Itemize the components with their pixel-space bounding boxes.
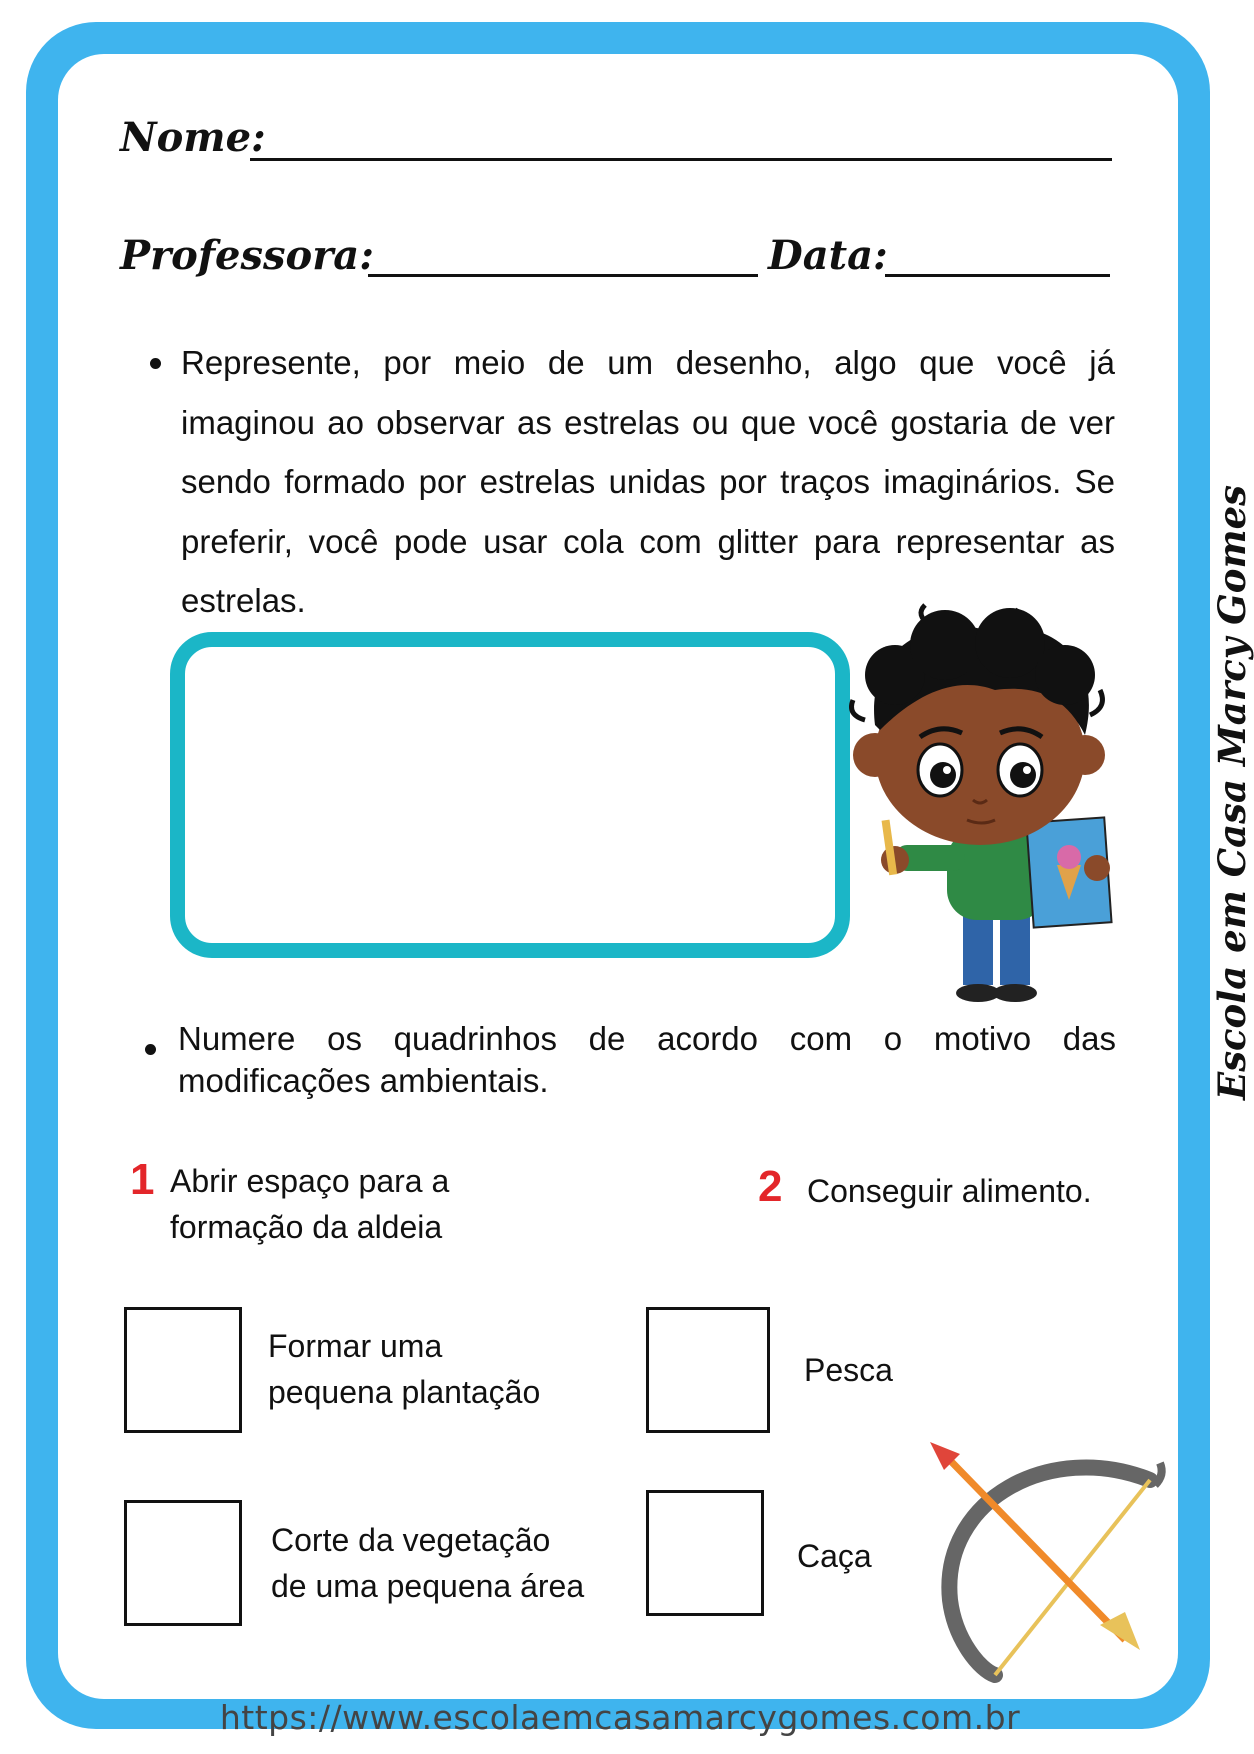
answer-box-fishing[interactable] xyxy=(646,1307,770,1433)
boy-holding-drawing-illustration xyxy=(835,605,1135,1005)
item-planting xyxy=(268,1323,540,1415)
item-clearing-line-1: Corte da vegetação xyxy=(271,1522,551,1558)
item-clearing xyxy=(271,1517,584,1609)
reason-2-number: 2 xyxy=(758,1162,783,1211)
reason-1-text xyxy=(170,1158,449,1250)
bullet-activity-2 xyxy=(145,1044,156,1055)
answer-box-planting[interactable] xyxy=(124,1307,242,1433)
date-label: Data: xyxy=(768,232,888,279)
activity-2-instruction: Numere os quadrinhos de acordo com o motivo das modificações ambientais. xyxy=(178,1020,1116,1099)
reason-2-text: Conseguir alimento. xyxy=(807,1173,1092,1209)
activity-1-instruction: Represente, por meio de um desenho, algo que você já imaginou ao observar as estrelas ou que você gostaria de ver sendo formado por estrelas unidas por traços imaginários. Se preferir, você pode usar cola com glitter para representar as estrelas. xyxy=(181,344,1115,619)
item-fishing: Pesca xyxy=(804,1352,893,1388)
answer-box-hunting[interactable] xyxy=(646,1490,764,1616)
name-label: Nome: xyxy=(120,114,266,161)
item-planting-line-1: Formar uma xyxy=(268,1328,443,1364)
reason-1-line-1: Abrir espaço para a xyxy=(170,1163,450,1199)
answer-box-clearing[interactable] xyxy=(124,1500,242,1626)
bow-and-arrow-illustration xyxy=(920,1440,1170,1680)
bullet-activity-1 xyxy=(150,358,161,369)
teacher-label: Professora: xyxy=(120,232,374,279)
reason-1-number: 1 xyxy=(130,1155,155,1204)
footer-url[interactable]: https://www.escolaemcasamarcygomes.com.br xyxy=(219,1698,1021,1737)
drawing-box[interactable] xyxy=(170,632,850,958)
item-planting-line-2: pequena plantação xyxy=(268,1374,541,1410)
reason-1-line-2: formação da aldeia xyxy=(170,1209,443,1245)
item-hunting: Caça xyxy=(797,1538,872,1574)
date-line[interactable] xyxy=(885,274,1110,277)
item-clearing-line-2: de uma pequena área xyxy=(271,1568,585,1604)
teacher-line[interactable] xyxy=(368,274,758,277)
side-label: Escola em Casa Marcy Gomes xyxy=(1210,485,1254,1100)
name-line[interactable] xyxy=(250,158,1112,161)
